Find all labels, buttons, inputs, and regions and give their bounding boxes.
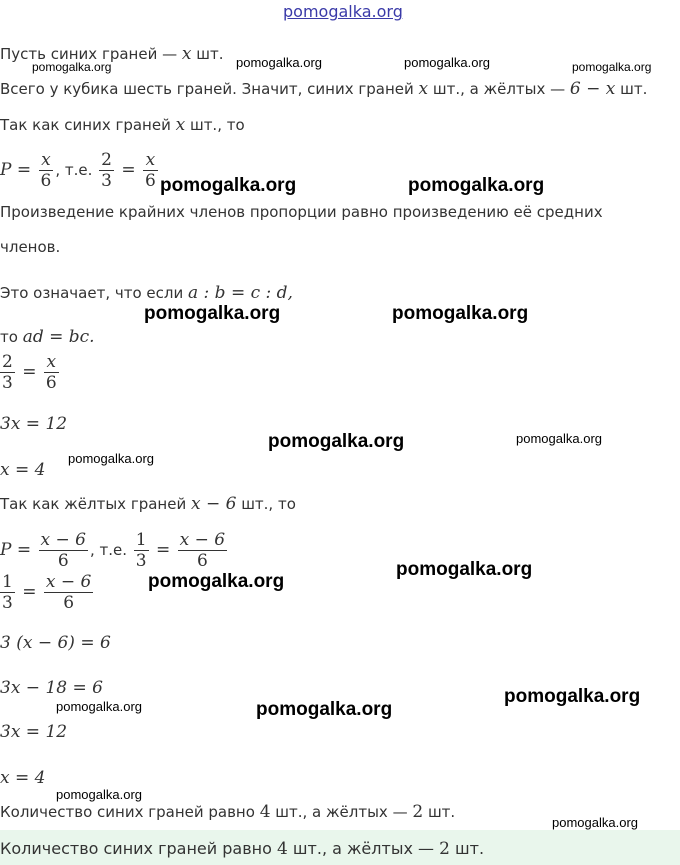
fraction (39, 150, 54, 191)
math-4: 4 (276, 839, 288, 859)
watermark: pomogalka.org (572, 60, 652, 74)
equation-3x-12: 3x = 12 (0, 414, 68, 434)
numerator: x (145, 150, 156, 170)
fraction (99, 150, 114, 191)
watermark: pomogalka.org (160, 175, 297, 196)
denominator: 3 (2, 593, 13, 613)
watermark: pomogalka.org (32, 60, 112, 74)
fraction (178, 530, 227, 571)
denominator: 3 (135, 551, 147, 571)
math-eq: = (16, 582, 42, 602)
text-line-2 (0, 79, 647, 99)
watermark: pomogalka.org (56, 699, 142, 714)
equation-3-x-6: 3 (x − 6) = 6 (0, 633, 111, 653)
math-x: x (175, 115, 186, 135)
formula-proportion-blue (0, 352, 61, 393)
text-proportion-2: членов. (0, 238, 61, 256)
equation-3x-12-second: 3x = 12 (0, 722, 68, 742)
equation-x-4: x = 4 (0, 460, 46, 480)
math-p: P = (0, 160, 37, 180)
fraction (134, 530, 149, 571)
formula-proportion-yellow (0, 572, 95, 613)
text-fragment: шт., то (236, 495, 296, 513)
watermark: pomogalka.org (504, 686, 641, 707)
denominator: 6 (40, 171, 52, 191)
text-fragment: Количество синих граней равно (0, 803, 260, 821)
math-p: P = (0, 540, 37, 560)
math-6-minus-x: 6 − x (569, 79, 616, 99)
watermark: pomogalka.org (148, 571, 285, 592)
numerator: x − 6 (45, 572, 92, 592)
numerator: x − 6 (40, 530, 86, 550)
numerator: 2 (101, 150, 112, 170)
math-x: x (418, 79, 429, 99)
math-x: x (181, 44, 192, 64)
fraction (0, 572, 15, 613)
denominator: 6 (45, 373, 57, 393)
math-eq: = (115, 160, 142, 180)
fraction (39, 530, 88, 571)
text-result (0, 802, 455, 822)
watermark: pomogalka.org (552, 815, 638, 830)
site-link[interactable]: pomogalka.org (283, 2, 403, 21)
numerator: x − 6 (179, 530, 226, 550)
math-4: 4 (259, 802, 271, 822)
watermark: pomogalka.org (392, 303, 529, 324)
text-fragment: Всего у кубика шесть граней. Значит, синих граней (0, 80, 419, 98)
text-means (0, 283, 293, 303)
fraction (143, 150, 158, 191)
text-fragment: Так как жёлтых граней (0, 495, 191, 513)
text-fragment: шт. (615, 80, 648, 98)
equation-3x-18: 3x − 18 = 6 (0, 678, 103, 698)
text-fragment: шт., то (185, 116, 245, 134)
watermark: pomogalka.org (408, 175, 545, 196)
text-fragment: Количество синих граней равно (0, 839, 277, 858)
text-fragment: шт. (449, 839, 485, 858)
watermark: pomogalka.org (516, 431, 602, 446)
math-2: 2 (439, 839, 450, 859)
watermark: pomogalka.org (144, 303, 281, 324)
watermark: pomogalka.org (236, 55, 322, 70)
watermark: pomogalka.org (56, 787, 142, 802)
denominator: 3 (2, 373, 13, 393)
denominator: 3 (101, 171, 112, 191)
text-fragment: шт., а жёлтых — (428, 80, 570, 98)
text-line-3 (0, 115, 245, 135)
math-ad-bc: ad = bc. (22, 327, 95, 347)
watermark: pomogalka.org (404, 55, 490, 70)
fraction (44, 572, 93, 613)
numerator: x (41, 150, 51, 170)
math-eq: = (150, 540, 176, 560)
text-fragment: , т.е. (55, 161, 98, 179)
text-fragment: шт. (423, 803, 456, 821)
math-eq: = (16, 362, 42, 382)
watermark: pomogalka.org (68, 451, 154, 466)
math-2: 2 (412, 802, 424, 822)
watermark: pomogalka.org (268, 431, 405, 452)
math-ratio: a : b = c : d, (188, 283, 293, 303)
denominator: 6 (178, 550, 227, 571)
fraction (0, 352, 15, 393)
denominator: 6 (145, 171, 156, 191)
text-fragment: шт. (191, 45, 224, 63)
formula-probability-blue (0, 150, 160, 191)
equation-x-4-second: x = 4 (0, 768, 46, 788)
answer-box (0, 830, 680, 865)
denominator: 6 (39, 550, 88, 571)
numerator: 2 (2, 352, 13, 372)
text-fragment: Это означает, что если (0, 284, 188, 302)
numerator: 1 (135, 530, 147, 550)
numerator: x (46, 352, 57, 372)
text-fragment: Пусть синих граней — (0, 45, 182, 63)
text-fragment: шт., а жёлтых — (270, 803, 413, 821)
math-x-minus-6: x − 6 (190, 494, 237, 514)
text-fragment: , т.е. (89, 541, 132, 559)
text-then (0, 327, 95, 347)
text-proportion-1: Произведение крайних членов пропорции равно произведению её средних (0, 203, 603, 221)
text-fragment: шт., а жёлтых — (287, 839, 440, 858)
text-fragment: то (0, 328, 23, 346)
numerator: 1 (2, 572, 13, 592)
text-fragment: Так как синих граней (0, 116, 176, 134)
denominator: 6 (44, 592, 93, 613)
watermark: pomogalka.org (396, 559, 533, 580)
answer-text (0, 839, 484, 859)
formula-probability-yellow (0, 530, 229, 571)
text-yellow (0, 494, 296, 514)
watermark: pomogalka.org (256, 699, 393, 720)
fraction (44, 352, 59, 393)
